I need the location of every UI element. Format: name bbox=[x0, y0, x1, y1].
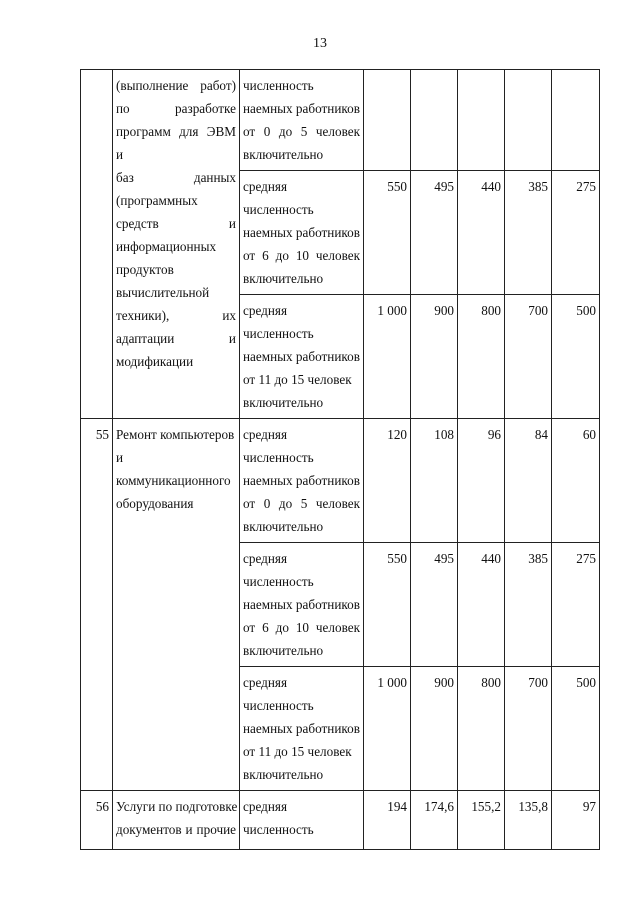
value-cell: 550 bbox=[364, 171, 411, 295]
value-cell: 800 bbox=[458, 667, 505, 791]
description-line: средняя bbox=[243, 303, 288, 318]
description-line: наемных работников bbox=[243, 721, 360, 736]
table-row bbox=[81, 70, 600, 171]
description-line: средняя bbox=[243, 799, 288, 814]
description-cell bbox=[240, 70, 364, 171]
activity-line: продуктов bbox=[116, 262, 174, 277]
description-line: от 0 до 5 человек bbox=[243, 124, 360, 139]
activity-line: Услуги по подготовке bbox=[116, 799, 238, 814]
description-line: наемных работников bbox=[243, 101, 360, 116]
description-line: включительно bbox=[243, 147, 324, 162]
description-line: средняя bbox=[243, 551, 288, 566]
activity-line: техники), их bbox=[116, 308, 236, 323]
value-cell: 500 bbox=[552, 295, 600, 419]
activity-line: и bbox=[116, 450, 124, 465]
description-line: включительно bbox=[243, 395, 324, 410]
description-line: численность bbox=[243, 202, 314, 217]
value-cell: 495 bbox=[411, 543, 458, 667]
activity-line: коммуникационного bbox=[116, 473, 231, 488]
value-cell: 174,6 bbox=[411, 791, 458, 850]
description-line: средняя bbox=[243, 179, 288, 194]
description-cell bbox=[240, 543, 364, 667]
value-cell: 440 bbox=[458, 171, 505, 295]
value-cell bbox=[505, 70, 552, 171]
description-line: от 6 до 10 человек bbox=[243, 248, 360, 263]
value-cell: 275 bbox=[552, 543, 600, 667]
value-cell: 495 bbox=[411, 171, 458, 295]
value-cell: 385 bbox=[505, 171, 552, 295]
activity-cell bbox=[113, 419, 240, 791]
value-cell: 1 000 bbox=[364, 295, 411, 419]
value-cell: 800 bbox=[458, 295, 505, 419]
description-line: от 11 до 15 человек bbox=[243, 372, 352, 387]
description-line: включительно bbox=[243, 271, 324, 286]
value-cell: 194 bbox=[364, 791, 411, 850]
activity-line: вычислительной bbox=[116, 285, 210, 300]
table-row bbox=[81, 419, 600, 543]
description-line: численность bbox=[243, 574, 314, 589]
value-cell bbox=[552, 70, 600, 171]
description-line: численность bbox=[243, 78, 314, 93]
activity-cell bbox=[113, 70, 240, 419]
value-cell: 500 bbox=[552, 667, 600, 791]
row-number-cell: 55 bbox=[81, 419, 113, 791]
description-cell bbox=[240, 667, 364, 791]
activity-line: средств и bbox=[116, 216, 236, 231]
value-cell: 97 bbox=[552, 791, 600, 850]
value-cell: 84 bbox=[505, 419, 552, 543]
value-cell: 550 bbox=[364, 543, 411, 667]
description-cell bbox=[240, 419, 364, 543]
value-cell: 135,8 bbox=[505, 791, 552, 850]
activity-line: по разработке bbox=[116, 101, 236, 116]
value-cell: 275 bbox=[552, 171, 600, 295]
description-line: наемных работников bbox=[243, 349, 360, 364]
description-line: наемных работников bbox=[243, 473, 360, 488]
value-cell: 700 bbox=[505, 667, 552, 791]
value-cell: 155,2 bbox=[458, 791, 505, 850]
description-cell bbox=[240, 791, 364, 850]
activity-line: модификации bbox=[116, 354, 194, 369]
activity-line: баз данных bbox=[116, 170, 236, 185]
description-line: численность bbox=[243, 698, 314, 713]
value-cell: 120 bbox=[364, 419, 411, 543]
value-cell: 385 bbox=[505, 543, 552, 667]
description-line: средняя bbox=[243, 427, 288, 442]
page-number: 13 bbox=[313, 36, 327, 51]
description-line: включительно bbox=[243, 519, 324, 534]
description-line: численность bbox=[243, 822, 314, 837]
activity-line: (программных bbox=[116, 193, 198, 208]
description-line: численность bbox=[243, 450, 314, 465]
activity-line: информационных bbox=[116, 239, 217, 254]
description-cell bbox=[240, 295, 364, 419]
description-line: включительно bbox=[243, 643, 324, 658]
tariff-table bbox=[80, 69, 600, 850]
row-number-cell: 56 bbox=[81, 791, 113, 850]
description-line: от 11 до 15 человек bbox=[243, 744, 352, 759]
description-line: от 6 до 10 человек bbox=[243, 620, 360, 635]
table-row bbox=[81, 791, 600, 850]
description-line: от 0 до 5 человек bbox=[243, 496, 360, 511]
value-cell: 60 bbox=[552, 419, 600, 543]
value-cell bbox=[458, 70, 505, 171]
activity-cell bbox=[113, 791, 240, 850]
description-line: наемных работников bbox=[243, 597, 360, 612]
description-line: включительно bbox=[243, 767, 324, 782]
description-line: численность bbox=[243, 326, 314, 341]
description-line: средняя bbox=[243, 675, 288, 690]
description-line: наемных работников bbox=[243, 225, 360, 240]
activity-line: адаптации и bbox=[116, 331, 236, 346]
activity-line: оборудования bbox=[116, 496, 194, 511]
value-cell: 108 bbox=[411, 419, 458, 543]
value-cell: 900 bbox=[411, 295, 458, 419]
activity-line: Ремонт компьютеров bbox=[116, 427, 235, 442]
row-number-cell bbox=[81, 70, 113, 419]
activity-line: программ для ЭВМ и bbox=[116, 124, 236, 162]
description-cell bbox=[240, 171, 364, 295]
value-cell: 96 bbox=[458, 419, 505, 543]
value-cell: 700 bbox=[505, 295, 552, 419]
value-cell: 1 000 bbox=[364, 667, 411, 791]
value-cell: 900 bbox=[411, 667, 458, 791]
activity-line: (выполнение работ) bbox=[116, 78, 236, 93]
activity-line: документов и прочие bbox=[116, 822, 236, 837]
value-cell: 440 bbox=[458, 543, 505, 667]
value-cell bbox=[411, 70, 458, 171]
value-cell bbox=[364, 70, 411, 171]
